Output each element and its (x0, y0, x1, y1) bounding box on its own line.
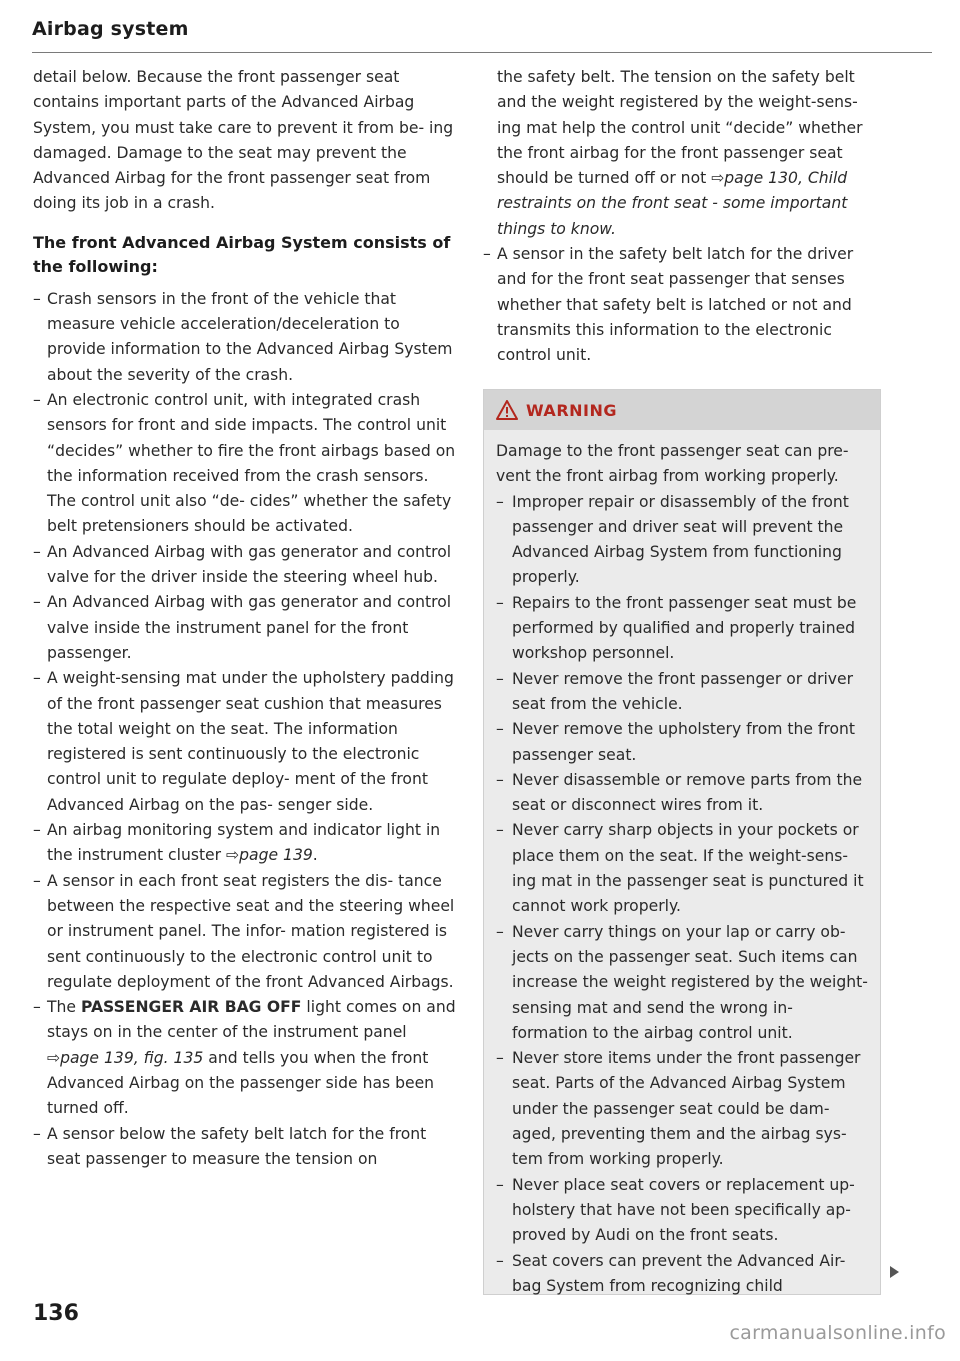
warning-header (484, 390, 880, 430)
list-item: – An Advanced Airbag with gas generator and control valve inside the instrument panel for the front passenger. (33, 590, 458, 666)
passenger-airbag-off-label: PASSENGER AIR BAG OFF (80, 998, 302, 1017)
continue-arrow-icon (890, 1266, 899, 1278)
warning-item: – Seat covers can prevent the Advanced Air- bag System from recognizing child (496, 1249, 868, 1300)
page-reference-link[interactable]: page 139, fig. 135 (60, 1048, 204, 1067)
warning-item: – Never remove the upholstery from the front passenger seat. (496, 717, 868, 768)
warning-item: – Improper repair or disassembly of the front passenger and driver seat will prevent the Advanced Airbag System from functioning properly. (496, 490, 868, 591)
warning-item: – Never remove the front passenger or driver seat from the vehicle. (496, 667, 868, 718)
warning-item: – Never place seat covers or replacement up- holstery that have not been specifically ap- proved by Audi on the front seats. (496, 1173, 868, 1249)
warning-item: – Never carry sharp objects in your pockets or place them on the seat. If the weight-sens- ing mat in the passenger seat is punctured it cannot work properly. (496, 818, 868, 919)
warning-item: – Never disassemble or remove parts from the seat or disconnect wires from it. (496, 768, 868, 819)
list-item: – A weight-sensing mat under the upholstery padding of the front passenger seat cushion that measures the total weight on the seat. The information registered is sent continuously to the electronic control unit to regulate deploy- ment of the front Advanced Airbag on the pas- senger side. (33, 666, 458, 818)
warning-box (483, 389, 881, 1295)
list-item: – A sensor in the safety belt latch for the driver and for the front seat passenger that senses whether that safety belt is latched or not and transmits this information to the electronic control unit. (483, 242, 881, 368)
intro-paragraph: detail below. Because the front passenger seat contains important parts of the Advanced Airbag System, you must take care to prevent it from be- ing damaged. Damage to the seat may prevent the Advanced Airbag for the front passenger seat from doing its job in a crash. (33, 68, 454, 213)
components-list (33, 287, 458, 1172)
list-item-text: An airbag monitoring system and indicator light in the instrument cluster (47, 821, 441, 865)
page-reference-link[interactable]: page 139 (239, 846, 313, 865)
list-item-text: The (47, 998, 77, 1017)
page-header (32, 18, 932, 40)
warning-triangle-icon (496, 400, 518, 420)
list-item-end: . (312, 846, 318, 865)
header-divider (32, 52, 932, 53)
warning-list (496, 490, 868, 1300)
list-item: – A sensor below the safety belt latch for the front seat passenger to measure the tension on (33, 1122, 458, 1173)
list-item: – An electronic control unit, with integrated crash sensors for front and side impacts. The control unit “decides” whether to fire the front airbags based on the information received from the crash sensors. The control unit also “de- cides” whether the safety belt pretensioners should be activated. (33, 388, 458, 540)
warning-item: – Never carry things on your lap or carry ob- jects on the passenger seat. Such items can increase the weight registered by the weight-sensing mat and send the wrong in- formation to the airbag control unit. (496, 920, 868, 1046)
components-subheading: The front Advanced Airbag System consists of the following: (33, 232, 451, 276)
arrow-reference-icon: ⇨ (47, 1048, 61, 1067)
warning-item: – Repairs to the front passenger seat must be performed by qualified and properly trained workshop personnel. (496, 591, 868, 667)
list-item: – A sensor in each front seat registers the dis- tance between the respective seat and the steering wheel or instrument panel. The infor- mation registered is sent continuously to the electronic control unit to regulate deployment of the front Advanced Airbags. (33, 869, 458, 995)
continuation-paragraph (483, 65, 881, 242)
left-column (33, 65, 458, 1172)
list-item: – Crash sensors in the front of the vehicle that measure vehicle acceleration/deceleration to provide information to the Advanced Airbag System about the severity of the crash. (33, 287, 458, 388)
list-item-text: light comes on and stays on in the center of the instrument panel (47, 998, 456, 1042)
page-number: 136 (33, 1301, 79, 1326)
list-item (33, 995, 458, 1121)
section-title: Airbag system (32, 18, 189, 40)
arrow-reference-icon: ⇨ (711, 169, 725, 188)
warning-title: WARNING (526, 400, 617, 420)
list-item: – An Advanced Airbag with gas generator and control valve for the driver inside the steering wheel hub. (33, 540, 458, 591)
warning-item: – Never store items under the front passenger seat. Parts of the Advanced Airbag System under the passenger seat could be dam- aged, preventing them and the airbag sys- tem from working properly. (496, 1046, 868, 1172)
warning-body (484, 430, 880, 1299)
list-item (33, 818, 458, 869)
page-reference-link[interactable]: page 130, Child restraints on the front seat - some important things to know. (497, 169, 848, 238)
warning-intro: Damage to the front passenger seat can pre- vent the front airbag from working properly. (496, 442, 849, 486)
site-watermark: carmanualsonline.info (729, 1322, 946, 1344)
continuation-text: the safety belt. The tension on the safety belt and the weight registered by the weight-sens- ing mat help the control unit “decide” whether the front airbag for the front passenger seat should be turned off or not (497, 68, 863, 188)
right-column (483, 65, 881, 369)
arrow-reference-icon: ⇨ (226, 846, 240, 865)
sensor-list (483, 242, 881, 368)
list-item-text: and tells you when the front Advanced Airbag on the passenger side has been turned off. (47, 1048, 435, 1118)
